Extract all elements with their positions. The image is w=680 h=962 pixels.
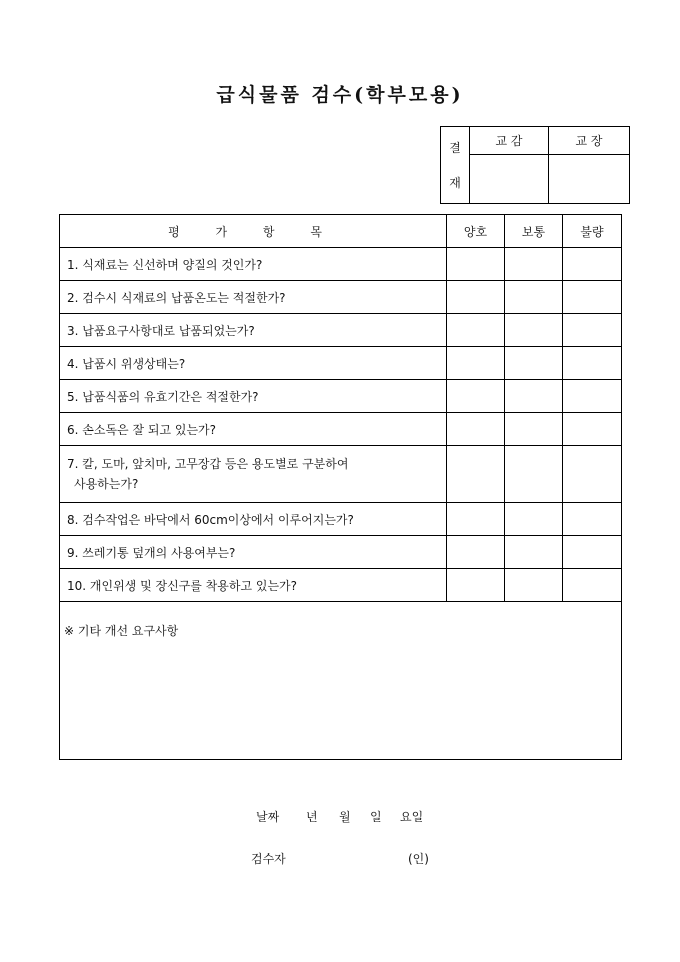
weekday-label: 요일: [400, 810, 424, 824]
row-question: 10. 개인위생 및 장신구를 착용하고 있는가?: [60, 569, 447, 602]
check-normal[interactable]: [505, 380, 563, 413]
table-row: [60, 347, 622, 380]
approval-principal-header: 교 장: [549, 127, 630, 155]
row-question: 2. 검수시 식재료의 납품온도는 적절한가?: [60, 281, 447, 314]
check-normal[interactable]: [505, 347, 563, 380]
table-header-row: [60, 215, 622, 248]
check-bad[interactable]: [563, 248, 622, 281]
remarks-label: ※ 기타 개선 요구사항: [64, 624, 179, 638]
check-bad[interactable]: [563, 380, 622, 413]
approval-label-top: 결: [449, 141, 461, 155]
check-normal[interactable]: [505, 248, 563, 281]
check-good[interactable]: [447, 413, 505, 446]
table-row: [60, 380, 622, 413]
approval-vice-principal-sign[interactable]: [470, 155, 549, 204]
header-bad: 불량: [563, 215, 622, 248]
document-title: 급식물품 검수(학부모용): [216, 84, 464, 106]
check-bad[interactable]: [563, 446, 622, 503]
check-bad[interactable]: [563, 281, 622, 314]
table-row: [60, 536, 622, 569]
check-bad[interactable]: [563, 413, 622, 446]
check-normal[interactable]: [505, 314, 563, 347]
row-question: 6. 손소독은 잘 되고 있는가?: [60, 413, 447, 446]
table-row: [60, 503, 622, 536]
table-row: [60, 314, 622, 347]
year-label: 년: [306, 810, 318, 824]
row-question: 1. 식재료는 신선하며 양질의 것인가?: [60, 248, 447, 281]
date-label: 날짜: [256, 810, 280, 824]
row-question: 9. 쓰레기통 덮개의 사용여부는?: [60, 536, 447, 569]
check-normal[interactable]: [505, 413, 563, 446]
approval-vice-principal-header: 교 감: [470, 127, 549, 155]
check-good[interactable]: [447, 503, 505, 536]
header-normal: 보통: [505, 215, 563, 248]
check-good[interactable]: [447, 380, 505, 413]
seal-label: (인): [408, 852, 429, 866]
check-good[interactable]: [447, 347, 505, 380]
evaluation-table: [59, 214, 622, 760]
check-normal[interactable]: [505, 569, 563, 602]
table-row: [60, 281, 622, 314]
table-row: [60, 569, 622, 602]
row-question-line1: 7. 칼, 도마, 앞치마, 고무장갑 등은 용도별로 구분하여: [67, 457, 349, 471]
check-good[interactable]: [447, 248, 505, 281]
check-bad[interactable]: [563, 347, 622, 380]
row-question: 8. 검수작업은 바닥에서 60cm이상에서 이루어지는가?: [60, 503, 447, 536]
row-question: 4. 납품시 위생상태는?: [60, 347, 447, 380]
table-row: [60, 446, 622, 503]
remarks-row: [60, 602, 622, 760]
check-good[interactable]: [447, 569, 505, 602]
check-good[interactable]: [447, 281, 505, 314]
check-good[interactable]: [447, 446, 505, 503]
check-good[interactable]: [447, 536, 505, 569]
check-normal[interactable]: [505, 281, 563, 314]
check-normal[interactable]: [505, 503, 563, 536]
header-good: 양호: [447, 215, 505, 248]
row-question: 5. 납품식품의 유효기간은 적절한가?: [60, 380, 447, 413]
day-label: 일: [370, 810, 382, 824]
check-normal[interactable]: [505, 446, 563, 503]
check-bad[interactable]: [563, 503, 622, 536]
row-question: 3. 납품요구사항대로 납품되었는가?: [60, 314, 447, 347]
approval-label: [441, 127, 470, 204]
approval-principal-sign[interactable]: [549, 155, 630, 204]
row-question: [60, 446, 447, 503]
check-good[interactable]: [447, 314, 505, 347]
approval-box: [440, 126, 630, 204]
table-row: [60, 248, 622, 281]
inspector-label: 검수자: [251, 852, 286, 866]
check-bad[interactable]: [563, 569, 622, 602]
approval-label-bottom: 재: [449, 176, 461, 190]
header-item: 평 가 항 목: [60, 215, 447, 248]
check-bad[interactable]: [563, 536, 622, 569]
check-bad[interactable]: [563, 314, 622, 347]
check-normal[interactable]: [505, 536, 563, 569]
month-label: 월: [339, 810, 351, 824]
row-question-line2: 사용하는가?: [74, 477, 139, 491]
remarks-field[interactable]: [60, 602, 622, 760]
table-row: [60, 413, 622, 446]
